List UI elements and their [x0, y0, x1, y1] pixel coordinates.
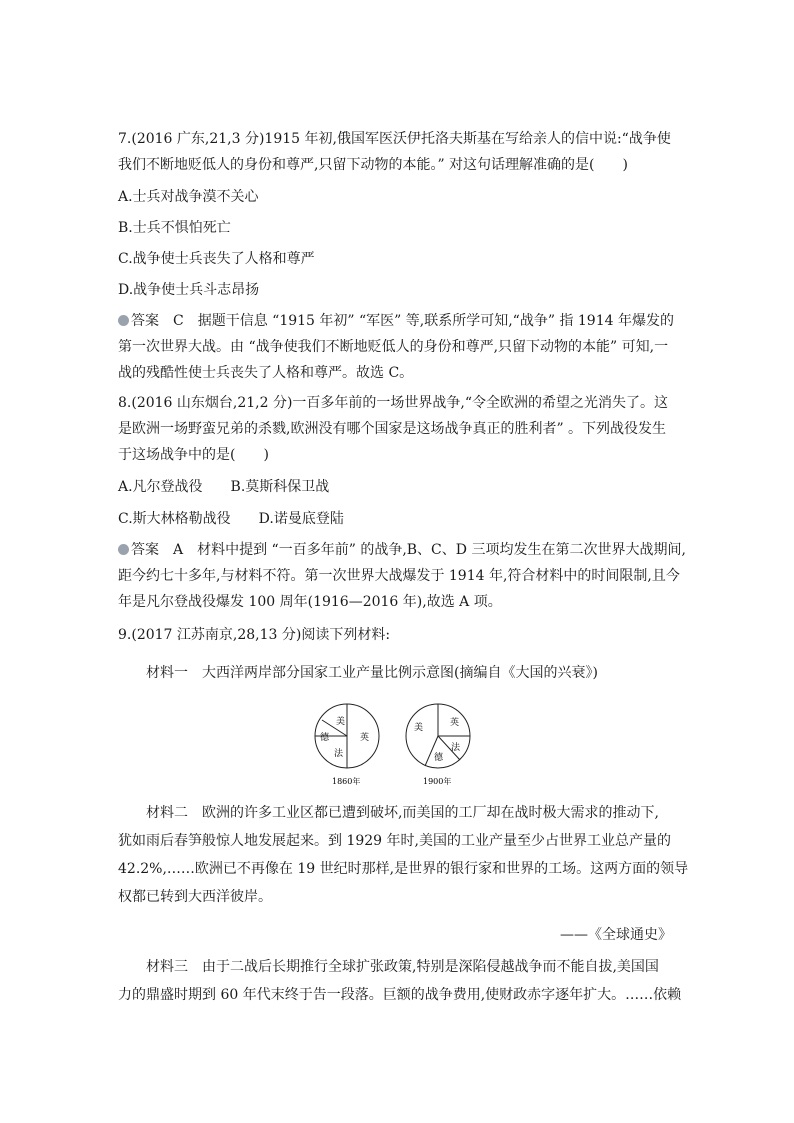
q8-stem-line1: 8.(2016 山东烟台,21,2 分)一百多年前的一场世界战争,“令全欧洲的希望之光消失了。这	[118, 395, 669, 411]
q7-stem-line1: 7.(2016 广东,21,3 分)1915 年初,俄国军医沃伊托洛夫斯基在写给亲人的信中说:“战争使	[118, 131, 671, 147]
q9-stem: 9.(2017 江苏南京,28,13 分)阅读下列材料:	[118, 627, 391, 643]
answer-bullet-icon	[118, 315, 129, 326]
pie-1860-label-uk: 英	[360, 733, 370, 743]
q8-options-ab: A.凡尔登战役 B.莫斯科保卫战	[118, 479, 330, 495]
q7-stem-line2: 我们不断地贬低人的身份和尊严,只留下动物的本能。” 对这句话理解准确的是( )	[118, 157, 628, 173]
pie-1860-label-fr: 法	[334, 749, 344, 759]
q7-answer-line2: 第一次世界大战。由 “战争使我们不断地贬低人的身份和尊严,只留下动物的本能” 可知,一	[118, 339, 669, 355]
q7-answer-line3: 战的残酷性使士兵丧失了人格和尊严。故选 C。	[118, 365, 414, 381]
q7-option-a: A.士兵对战争漠不关心	[118, 189, 259, 205]
q7-option-b: B.士兵不惧怕死亡	[118, 220, 231, 236]
q9-material1-title: 材料一 大西洋两岸部分国家工业产量比例示意图(摘编自《大国的兴衰》)	[146, 665, 598, 681]
q9-material2-source: ——《全球通史》	[560, 927, 672, 943]
pie-1900	[406, 704, 470, 786]
pie-1860-label-us: 美	[336, 717, 346, 727]
q7-option-c: C.战争使士兵丧失了人格和尊严	[118, 251, 315, 267]
q8-answer-line1: 答案 A 材料中提到 “一百多年前” 的战争,B、C、D 三项均发生在第二次世界大战期间,	[118, 539, 686, 561]
q9-material2-line2: 犹如雨后春笋般惊人地发展起来。到 1929 年时,美国的工业产量至少占世界工业总产量的	[118, 833, 671, 849]
q9-material3-line2: 力的鼎盛时期到 60 年代末终于告一段落。巨额的战争费用,使财政赤字逐年扩大。……依赖	[118, 987, 682, 1003]
q9-material2-line1: 材料二 欧洲的许多工业区都已遭到破坏,而美国的工厂却在战时极大需求的推动下,	[146, 805, 659, 821]
pie-1860-year: 1860年	[332, 777, 361, 786]
q7-answer-line1: 答案 C 据题干信息 “1915 年初” “军医” 等,联系所学可知,“战争” 指 1914 年爆发的	[118, 310, 674, 332]
q7-option-d: D.战争使士兵斗志昂扬	[118, 282, 260, 298]
q8-answer-line2: 距今约七十多年,与材料不符。第一次世界大战爆发于 1914 年,符合材料中的时间限制,且今	[118, 568, 680, 584]
q8-options-cd: C.斯大林格勒战役 D.诺曼底登陆	[118, 511, 344, 527]
pie-1900-label-uk: 英	[450, 718, 460, 728]
pie-1860	[315, 704, 379, 786]
q9-material2-line4: 权都已转到大西洋彼岸。	[118, 889, 272, 905]
pie-1900-year: 1900年	[423, 777, 452, 786]
q9-material2-line3: 42.2%,……欧洲已不再像在 19 世纪时那样,是世界的银行家和世界的工场。这两方面的领导	[118, 861, 689, 877]
q9-material3-line1: 材料三 由于二战后长期推行全球扩张政策,特别是深陷侵越战争而不能自拔,美国国	[146, 959, 659, 975]
pie-1900-label-fr: 法	[451, 743, 461, 753]
answer-bullet-icon	[118, 544, 129, 555]
pie-1900-label-de: 德	[434, 753, 444, 763]
pie-1860-label-de: 德	[320, 733, 330, 743]
q8-stem-line3: 于这场战争中的是( )	[118, 447, 269, 463]
industrial-output-pie-figure	[310, 700, 480, 790]
pie-1900-label-us: 美	[414, 723, 424, 733]
q8-stem-line2: 是欧洲一场野蛮兄弟的杀戮,欧洲没有哪个国家是这场战争真正的胜利者” 。下列战役发生	[118, 421, 667, 437]
q8-answer-line3: 年是凡尔登战役爆发 100 周年(1916—2016 年),故选 A 项。	[118, 594, 502, 610]
